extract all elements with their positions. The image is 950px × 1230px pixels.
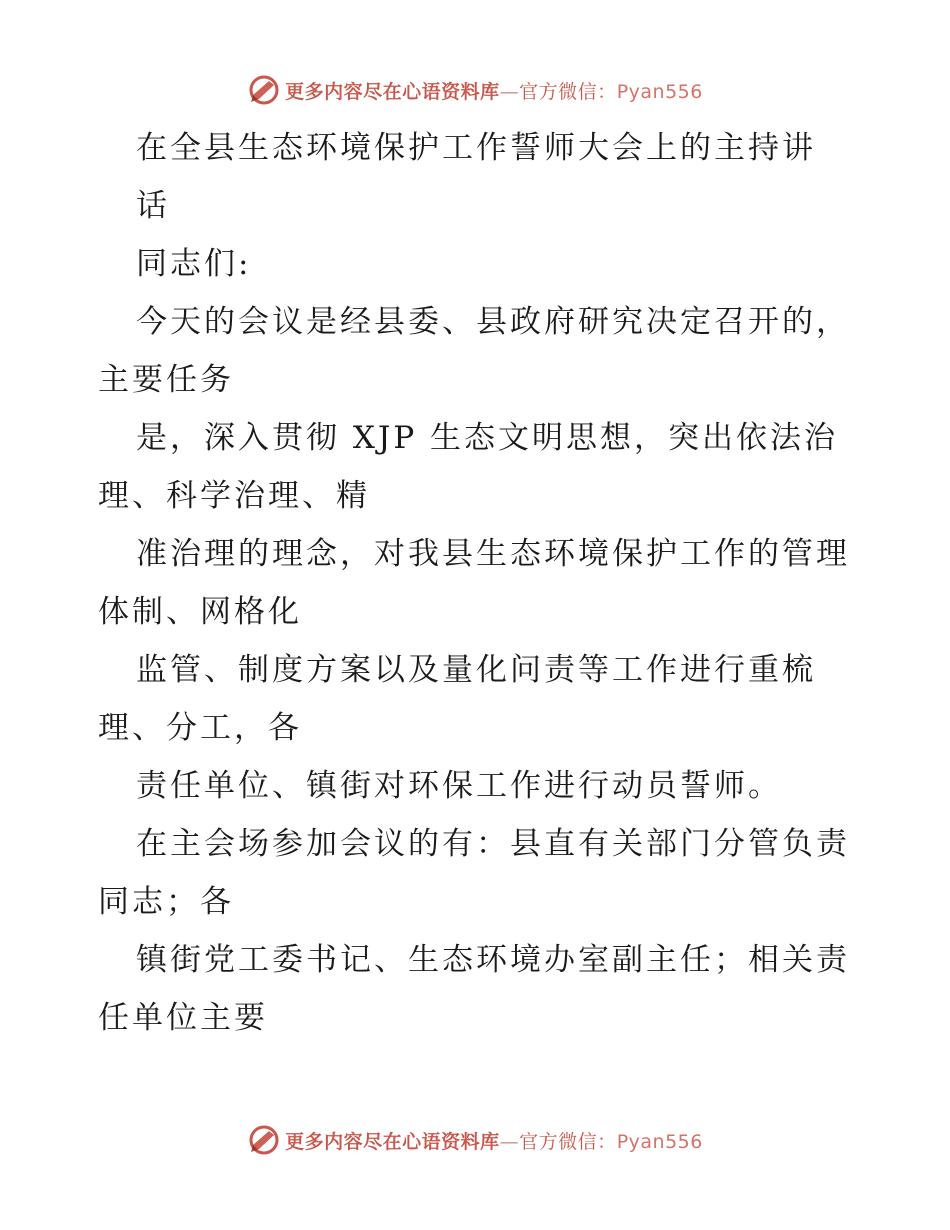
salutation: 同志们: <box>136 246 252 282</box>
document-title-line-1: 在全县生态环境保护工作誓师大会上的主持讲 <box>136 130 816 166</box>
watermark-separator: — <box>499 1130 520 1153</box>
paragraph-line: 在主会场参加会议的有：县直有关部门分管负责 <box>136 826 850 862</box>
paragraph-line: 镇街党工委书记、生态环境办室副主任；相关责 <box>136 942 850 978</box>
watermark-brand: 更多内容尽在心语资料库 <box>285 1130 500 1153</box>
watermark-contact-id: Pyan556 <box>616 80 703 103</box>
paragraph-line: 体制、网格化 <box>98 594 302 630</box>
watermark-contact-label: 官方微信： <box>519 80 617 103</box>
document-title-line-2: 话 <box>136 188 170 224</box>
paragraph-line: 是，深入贯彻 XJP 生态文明思想，突出依法治 <box>136 420 839 456</box>
paragraph-line: 任单位主要 <box>98 1000 268 1036</box>
watermark-contact-id: Pyan556 <box>616 1130 703 1153</box>
header-watermark <box>0 70 950 110</box>
watermark-brand: 更多内容尽在心语资料库 <box>285 80 500 103</box>
watermark-text <box>285 77 703 104</box>
red-pen-circle-logo-icon <box>247 73 281 107</box>
paragraph-line: 准治理的理念，对我县生态环境保护工作的管理 <box>136 536 850 572</box>
red-pen-circle-logo-icon <box>247 1123 281 1157</box>
paragraph-line: 今天的会议是经县委、县政府研究决定召开的， <box>136 304 850 340</box>
footer-watermark <box>0 1120 950 1160</box>
watermark-contact-label: 官方微信： <box>519 1130 617 1153</box>
paragraph-line: 理、科学治理、精 <box>98 478 370 514</box>
paragraph-line: 监管、制度方案以及量化问责等工作进行重梳 <box>136 652 816 688</box>
paragraph-line: 理、分工，各 <box>98 710 302 746</box>
watermark-separator: — <box>499 80 520 103</box>
watermark-text <box>285 1127 703 1154</box>
paragraph-line: 主要任务 <box>98 362 234 398</box>
paragraph-line: 同志；各 <box>98 884 234 920</box>
paragraph-line: 责任单位、镇街对环保工作进行动员誓师。 <box>136 768 782 804</box>
